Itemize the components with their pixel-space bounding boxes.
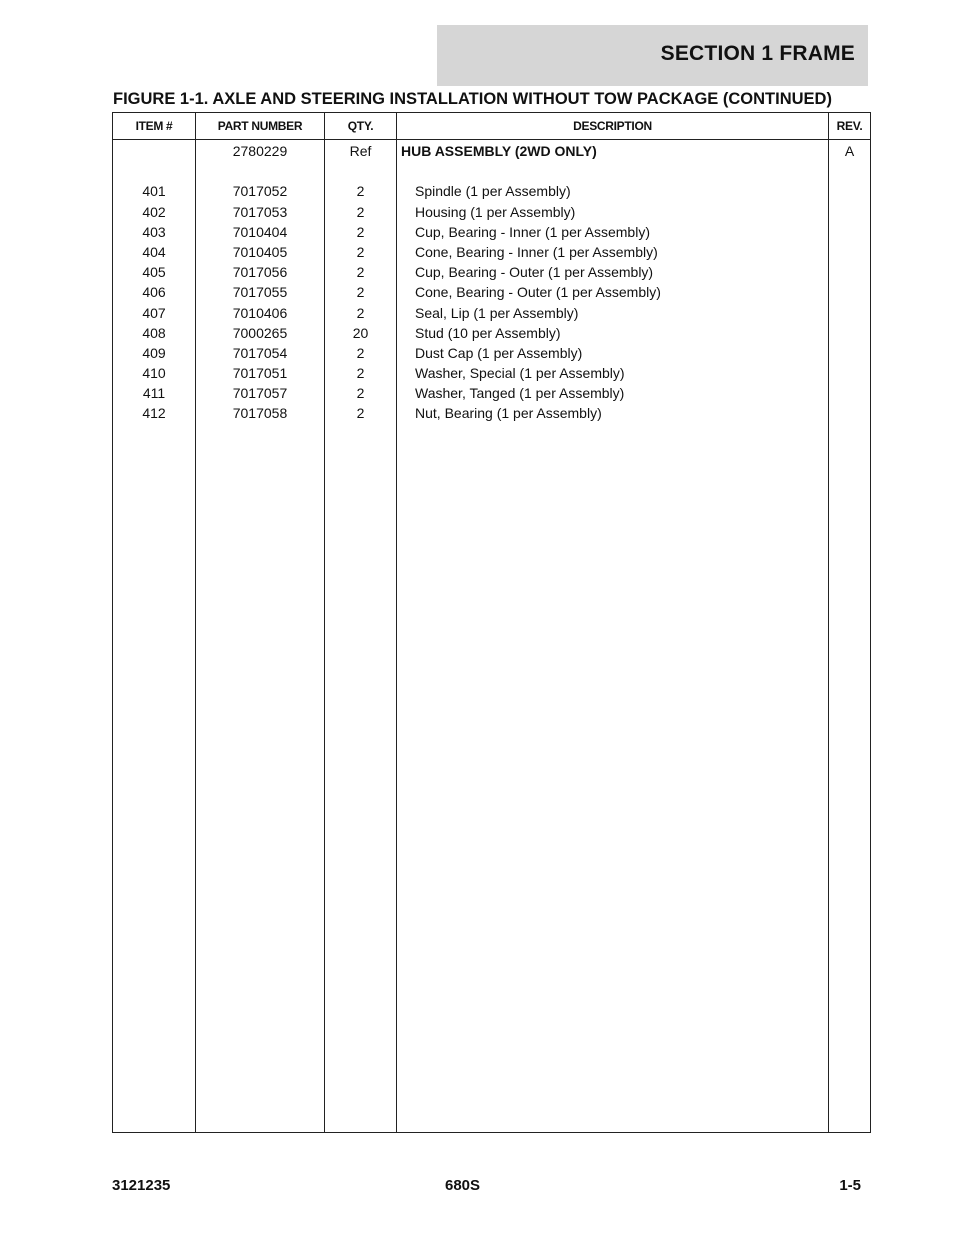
column-header-part-number: PART NUMBER <box>196 113 325 140</box>
description-cell: Stud (10 per Assembly) <box>415 324 561 341</box>
revision-cell <box>829 282 870 302</box>
item-number-cell: 410 <box>142 365 166 382</box>
quantity-cell <box>325 161 396 181</box>
quantity-cell: 2 <box>356 203 365 220</box>
item-column <box>113 140 196 1133</box>
revision-cell <box>829 303 870 323</box>
revision-cell <box>829 262 870 282</box>
part-number-cell: 7017051 <box>232 365 288 382</box>
revision-cell: A <box>844 143 855 159</box>
description-cell: Dust Cap (1 per Assembly) <box>415 344 583 361</box>
item-number-cell: 409 <box>142 344 166 361</box>
quantity-cell: 2 <box>356 304 365 321</box>
quantity-cell: 20 <box>352 324 369 341</box>
column-header-rev: REV. <box>829 113 871 140</box>
column-header-item: ITEM # <box>113 113 196 140</box>
item-number-cell: 401 <box>142 183 166 200</box>
item-number-cell: 412 <box>142 405 166 422</box>
part-number-cell <box>196 161 324 181</box>
description-cell <box>397 161 828 181</box>
quantity-cell: 2 <box>356 223 365 240</box>
item-number-cell: 408 <box>142 324 166 341</box>
description-cell: Washer, Tanged (1 per Assembly) <box>415 385 625 402</box>
revision-cell <box>829 222 870 242</box>
quantity-cell: 2 <box>356 284 365 301</box>
revision-cell <box>829 403 870 423</box>
quantity-cell: Ref <box>349 143 372 159</box>
part-number-column <box>196 140 325 1133</box>
item-number-cell: 405 <box>142 264 166 281</box>
footer-doc-number: 3121235 <box>112 1177 171 1194</box>
description-column <box>397 140 829 1133</box>
description-cell: Cone, Bearing - Inner (1 per Assembly) <box>415 243 658 260</box>
item-number-cell: 402 <box>142 203 166 220</box>
section-header <box>437 25 868 86</box>
table-body-row <box>113 140 871 1133</box>
table-header-row <box>113 113 871 140</box>
item-number-cell: 411 <box>142 385 166 402</box>
description-cell: HUB ASSEMBLY (2WD ONLY) <box>401 143 597 159</box>
revision-cell <box>829 323 870 343</box>
description-cell: Cup, Bearing - Inner (1 per Assembly) <box>415 223 650 240</box>
item-number-cell: 406 <box>142 284 166 301</box>
part-number-cell: 7010406 <box>232 304 288 321</box>
quantity-cell: 2 <box>356 264 365 281</box>
part-number-cell: 7017052 <box>232 183 288 200</box>
description-cell: Nut, Bearing (1 per Assembly) <box>415 405 602 422</box>
part-number-cell: 7010405 <box>232 243 288 260</box>
qty-column <box>325 140 397 1133</box>
part-number-cell: 7010404 <box>232 223 288 240</box>
revision-cell <box>829 161 870 181</box>
revision-cell <box>829 343 870 363</box>
revision-cell <box>829 181 870 201</box>
revision-cell <box>829 383 870 403</box>
part-number-cell: 7017058 <box>232 405 288 422</box>
description-cell: Washer, Special (1 per Assembly) <box>415 365 625 382</box>
description-cell: Cone, Bearing - Outer (1 per Assembly) <box>415 284 661 301</box>
column-header-description: DESCRIPTION <box>397 113 829 140</box>
revision-cell <box>829 242 870 262</box>
parts-table <box>112 112 871 1133</box>
item-number-cell <box>113 141 195 161</box>
item-number-cell: 404 <box>142 243 166 260</box>
column-header-qty: QTY. <box>325 113 397 140</box>
part-number-cell: 7000265 <box>232 324 288 341</box>
quantity-cell: 2 <box>356 243 365 260</box>
item-number-cell <box>113 161 195 181</box>
description-cell: Housing (1 per Assembly) <box>415 203 576 220</box>
section-title: SECTION 1 FRAME <box>660 42 855 65</box>
revision-cell <box>829 363 870 383</box>
part-number-cell: 7017056 <box>232 264 288 281</box>
revision-cell <box>829 202 870 222</box>
part-number-cell: 7017053 <box>232 203 288 220</box>
rev-column <box>829 140 871 1133</box>
quantity-cell: 2 <box>356 344 365 361</box>
part-number-cell: 7017057 <box>232 385 288 402</box>
part-number-cell: 2780229 <box>232 143 288 159</box>
quantity-cell: 2 <box>356 365 365 382</box>
quantity-cell: 2 <box>356 405 365 422</box>
quantity-cell: 2 <box>356 385 365 402</box>
part-number-cell: 7017055 <box>232 284 288 301</box>
part-number-cell: 7017054 <box>232 344 288 361</box>
quantity-cell: 2 <box>356 183 365 200</box>
footer-model: 680S <box>445 1177 481 1194</box>
description-cell: Spindle (1 per Assembly) <box>415 183 571 200</box>
figure-title: FIGURE 1-1. AXLE AND STEERING INSTALLATION WITHOUT TOW PACKAGE (CONTINUED) <box>113 90 832 108</box>
item-number-cell: 407 <box>142 304 166 321</box>
footer-page-number: 1-5 <box>839 1177 861 1194</box>
item-number-cell: 403 <box>142 223 166 240</box>
description-cell: Cup, Bearing - Outer (1 per Assembly) <box>415 264 654 281</box>
description-cell: Seal, Lip (1 per Assembly) <box>415 304 579 321</box>
